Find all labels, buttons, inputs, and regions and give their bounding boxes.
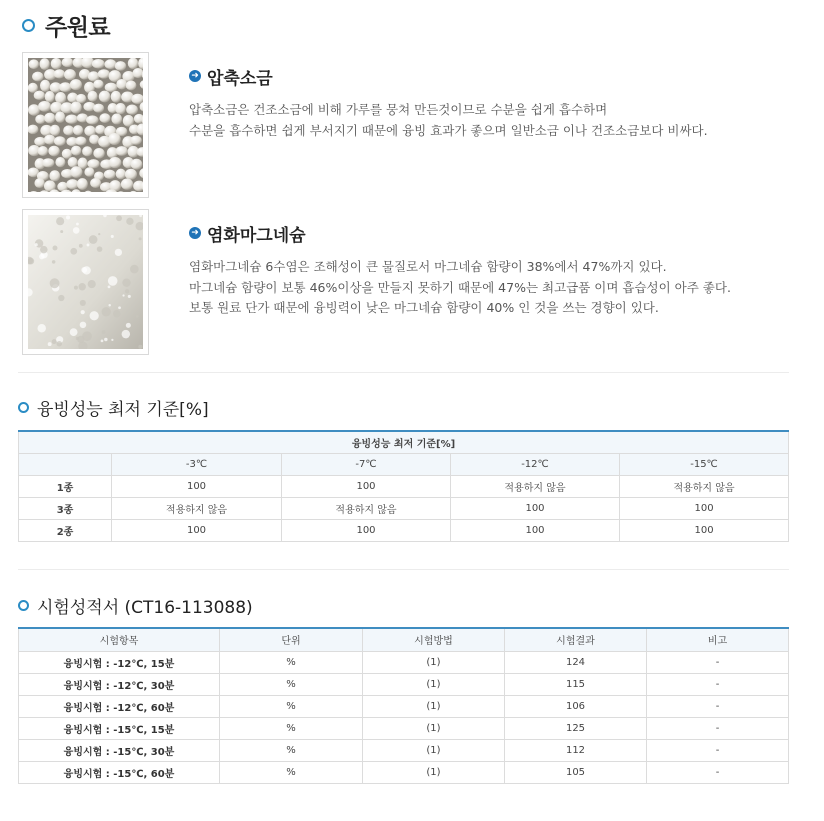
column-header: 단위 — [220, 628, 363, 651]
product-title-text: 압축소금 — [207, 68, 273, 89]
column-header: 시험결과 — [505, 628, 647, 651]
compressed-salt-photo — [22, 52, 149, 198]
table-cell: (1) — [363, 739, 505, 761]
product-description — [189, 100, 708, 141]
test-item-cell: 융빙시험 : -12℃, 15분 — [19, 651, 220, 673]
table-cell: - — [647, 651, 789, 673]
magnesium-chloride-image — [28, 215, 143, 349]
arrow-circle-icon: ➜ — [189, 70, 201, 82]
section-title-test-report — [18, 592, 253, 618]
test-report-table — [18, 627, 789, 784]
section-title-text: 융빙성능 최저 기준[%] — [37, 399, 209, 420]
table-row — [19, 739, 789, 761]
arrow-circle-icon: ➜ — [189, 227, 201, 239]
table-cell: % — [220, 673, 363, 695]
description-line: 수분을 흡수하면 쉽게 부서지기 때문에 융빙 효과가 좋으며 일반소금 이나 건조소금보다 비싸다. — [189, 122, 708, 138]
test-item-cell: 융빙시험 : -15℃, 60분 — [19, 761, 220, 783]
ring-bullet-icon — [18, 402, 29, 413]
table-cell: 100 — [620, 519, 789, 541]
table-row — [19, 475, 789, 497]
table-cell: 적용하지 않음 — [112, 497, 282, 519]
column-header: -15℃ — [620, 453, 789, 475]
table-cell: (1) — [363, 695, 505, 717]
table-caption: 융빙성능 최저 기준[%] — [19, 431, 789, 453]
description-line: 염화마그네슘 6수염은 조해성이 큰 물질로서 마그네슘 함량이 38%에서 47%까지 있다. — [189, 259, 667, 274]
table-cell: % — [220, 739, 363, 761]
table-cell: 적용하지 않음 — [282, 497, 451, 519]
table-cell: (1) — [363, 651, 505, 673]
table-cell: 115 — [505, 673, 647, 695]
column-header — [19, 453, 112, 475]
row-header: 1종 — [19, 475, 112, 497]
column-header: 시험방법 — [363, 628, 505, 651]
section-title-deicing-standard — [18, 394, 209, 420]
table-row — [19, 761, 789, 783]
table-header-row — [19, 628, 789, 651]
table-cell: 125 — [505, 717, 647, 739]
test-item-cell: 융빙시험 : -12℃, 30분 — [19, 673, 220, 695]
test-item-cell: 융빙시험 : -15℃, 15분 — [19, 717, 220, 739]
section-divider — [18, 569, 789, 570]
table-cell: % — [220, 761, 363, 783]
table-row — [19, 497, 789, 519]
test-item-cell: 융빙시험 : -15℃, 30분 — [19, 739, 220, 761]
table-cell: 124 — [505, 651, 647, 673]
table-cell: 적용하지 않음 — [620, 475, 789, 497]
description-line: 압축소금은 건조소금에 비해 가루를 뭉쳐 만든것이므로 수분을 쉽게 흡수하며 — [189, 102, 608, 117]
ring-bullet-icon — [22, 19, 35, 32]
column-header: 비고 — [647, 628, 789, 651]
table-cell: 100 — [451, 497, 620, 519]
column-header: -3℃ — [112, 453, 282, 475]
product-title — [189, 221, 731, 245]
table-header-row — [19, 453, 789, 475]
deicing-standard-table — [18, 430, 789, 542]
table-cell: (1) — [363, 717, 505, 739]
table-cell: - — [647, 717, 789, 739]
column-header: 시험항목 — [19, 628, 220, 651]
compressed-salt-image — [28, 58, 143, 192]
table-cell: 105 — [505, 761, 647, 783]
product-description — [189, 257, 731, 319]
section-title-main-ingredients — [22, 8, 110, 42]
table-cell: % — [220, 695, 363, 717]
table-cell: 106 — [505, 695, 647, 717]
table-cell: (1) — [363, 761, 505, 783]
product-title — [189, 64, 708, 88]
product-title-text: 염화마그네슘 — [207, 225, 306, 246]
column-header: -12℃ — [451, 453, 620, 475]
table-row — [19, 695, 789, 717]
table-cell: 100 — [112, 519, 282, 541]
table-cell: 100 — [282, 519, 451, 541]
row-header: 2종 — [19, 519, 112, 541]
description-line: 보통 원료 단가 때문에 융빙력이 낮은 마그네슘 함량이 40% 인 것을 쓰는 경향이 있다. — [189, 300, 659, 315]
section-title-text: 주원료 — [45, 14, 111, 41]
table-cell: - — [647, 739, 789, 761]
table-cell: 100 — [112, 475, 282, 497]
table-cell: 100 — [282, 475, 451, 497]
section-divider — [18, 372, 789, 373]
table-cell: 적용하지 않음 — [451, 475, 620, 497]
table-cell: 100 — [620, 497, 789, 519]
section-title-text: 시험성적서 (CT16-113088) — [37, 597, 253, 618]
table-row — [19, 717, 789, 739]
table-cell: 112 — [505, 739, 647, 761]
product-magnesium-chloride — [189, 221, 731, 319]
table-cell: - — [647, 673, 789, 695]
table-row — [19, 651, 789, 673]
description-line: 마그네슘 함량이 보통 46%이상을 만들지 못하기 때문에 47%는 최고급품 이며 흡습성이 아주 좋다. — [189, 279, 731, 295]
test-item-cell: 융빙시험 : -12℃, 60분 — [19, 695, 220, 717]
table-cell: % — [220, 717, 363, 739]
table-row — [19, 673, 789, 695]
table-cell: 100 — [451, 519, 620, 541]
ring-bullet-icon — [18, 600, 29, 611]
product-compressed-salt — [189, 64, 708, 141]
table-row — [19, 519, 789, 541]
table-cell: % — [220, 651, 363, 673]
row-header: 3종 — [19, 497, 112, 519]
table-cell: (1) — [363, 673, 505, 695]
table-cell: - — [647, 761, 789, 783]
column-header: -7℃ — [282, 453, 451, 475]
magnesium-chloride-photo — [22, 209, 149, 355]
table-cell: - — [647, 695, 789, 717]
